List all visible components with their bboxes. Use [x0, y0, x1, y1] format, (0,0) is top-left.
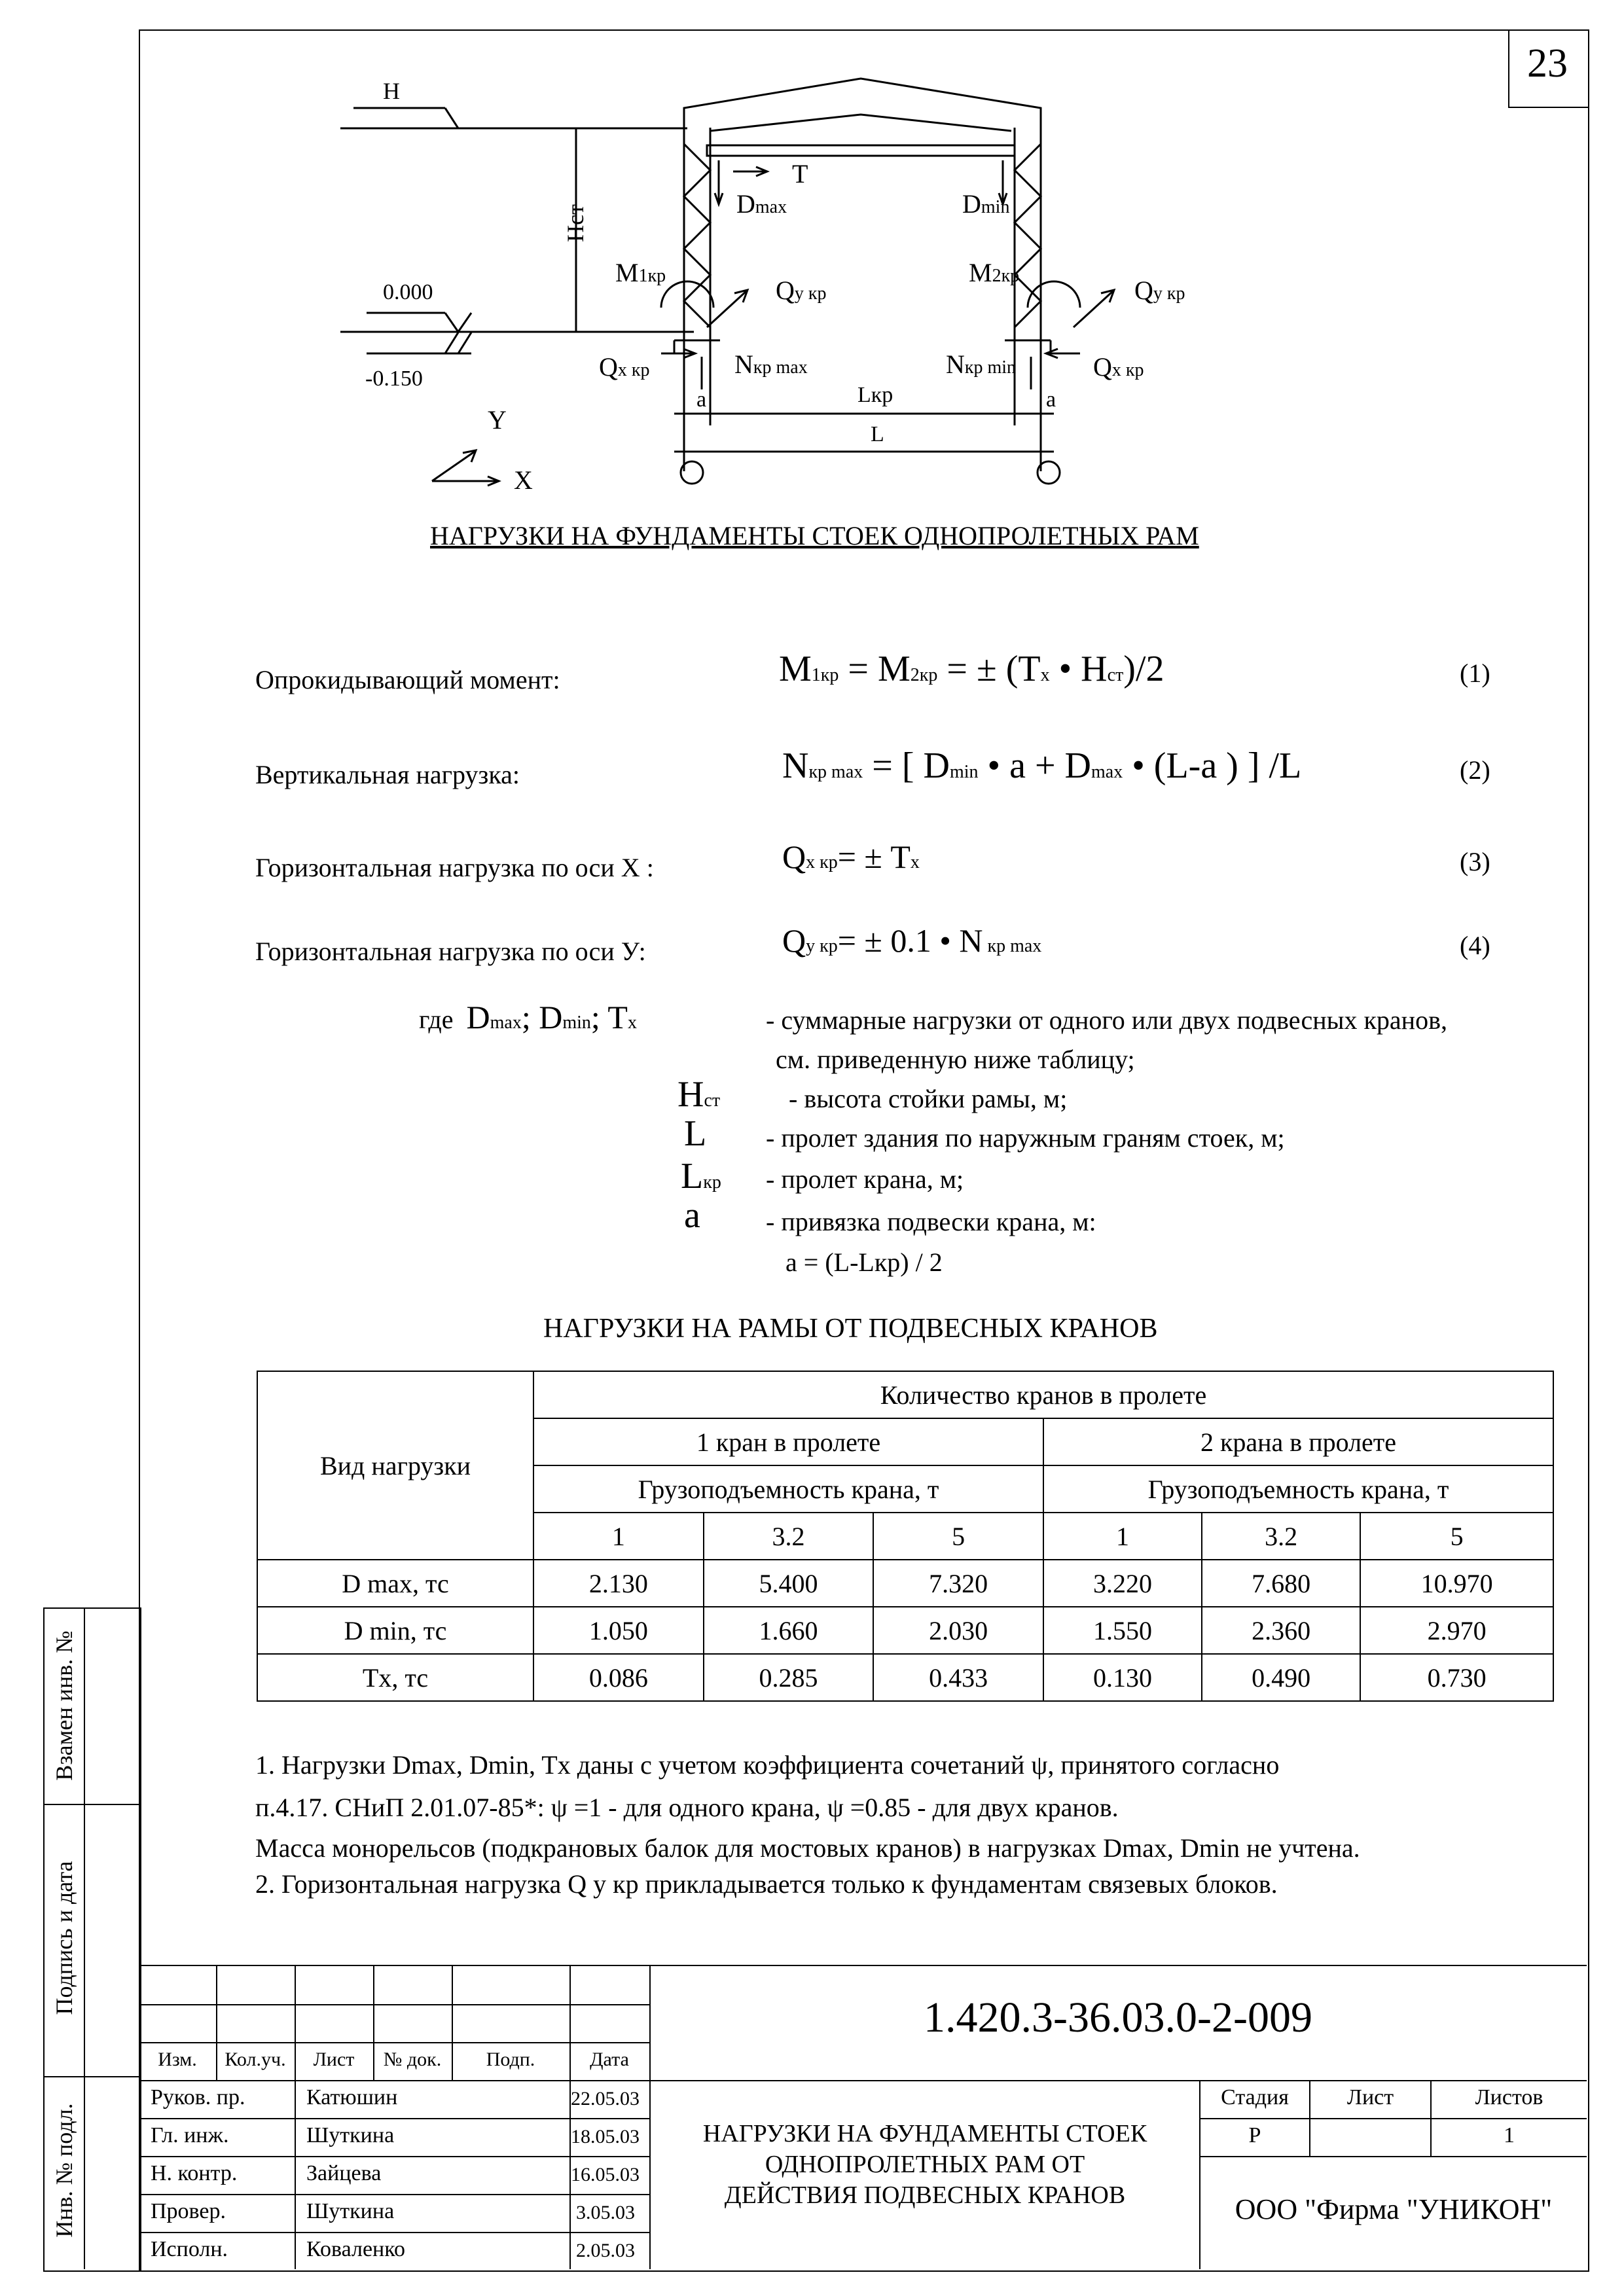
stamp-name: Шуткина — [306, 2199, 395, 2223]
table-row — [257, 1654, 1553, 1701]
table-row — [257, 1560, 1553, 1607]
legend-desc-4: - пролет крана, м; — [766, 1164, 964, 1194]
label-M2: M2кр — [969, 258, 1020, 287]
drawing-code: 1.420.3-36.03.0-2-009 — [924, 1994, 1312, 2041]
formula-4-number: (4) — [1460, 931, 1490, 960]
table-cap-cell: 3.2 — [1202, 1513, 1360, 1560]
label-Dmax: Dmax — [736, 189, 787, 219]
legend-desc-1: - суммарные нагрузки от одного или двух подвесных кранов, — [766, 1005, 1447, 1035]
table-cell: 5.400 — [704, 1560, 874, 1607]
stamp-sheets-value: 1 — [1504, 2123, 1515, 2147]
formula-3: Qx кр= ± Tx — [782, 838, 920, 875]
label-level-minus: -0.150 — [365, 367, 423, 391]
legend-desc-5b: a = (L-Lкр) / 2 — [785, 1247, 943, 1277]
axis-x-label: X — [514, 465, 533, 495]
table-head-two-cranes: 2 крана в пролете — [1043, 1418, 1553, 1465]
stamp-stage-label: Стадия — [1221, 2085, 1289, 2109]
stamp-date: 3.05.03 — [576, 2202, 635, 2223]
legend-desc-2: - высота стойки рамы, м; — [789, 1084, 1068, 1113]
table-cap-cell: 1 — [533, 1513, 704, 1560]
label-H: H — [383, 78, 400, 104]
table-cell: 0.086 — [533, 1654, 704, 1701]
formula-3-label: Горизонтальная нагрузка по оси X : — [255, 853, 654, 882]
stamp-col-header: Кол.уч. — [225, 2049, 286, 2070]
main-title: НАГРУЗКИ НА ФУНДАМЕНТЫ СТОЕК ОДНОПРОЛЕТНЫХ РАМ — [430, 521, 1199, 550]
label-level-zero: 0.000 — [383, 280, 433, 304]
note-line: 2. Горизонтальная нагрузка Q у кр прикладывается только к фундаментам связевых блоков. — [255, 1869, 1278, 1899]
label-L: L — [871, 422, 884, 446]
side-strip-inner-line — [84, 1607, 85, 2269]
formula-1: M1кр = M2кр = ± (Tx • Hст)/2 — [779, 649, 1164, 689]
table-head-type: Вид нагрузки — [257, 1371, 533, 1560]
label-Qy-right: Qу кр — [1134, 276, 1185, 305]
stamp-date: 2.05.03 — [576, 2240, 635, 2261]
stamp-name: Зайцева — [306, 2161, 382, 2185]
table-cell: 10.970 — [1360, 1560, 1553, 1607]
stamp-name: Катюшин — [306, 2085, 398, 2109]
table-cell: 0.285 — [704, 1654, 874, 1701]
formula-2: Nкр max = [ Dmin • a + Dmax • (L-a ) ] /L — [782, 745, 1302, 786]
note-line: Масса монорельсов (подкрановых балок для мостовых кранов) в нагрузках Dmax, Dmin не учтена. — [255, 1833, 1360, 1863]
formula-2-number: (2) — [1460, 755, 1490, 785]
label-Nmin: Nкр min — [946, 350, 1017, 379]
legend-symbol-3: L — [684, 1113, 707, 1154]
label-Lkp: Lкр — [857, 383, 893, 407]
table-row-name: D max, тс — [257, 1560, 533, 1607]
table-cell: 0.433 — [873, 1654, 1043, 1701]
label-Qx-right: Qx кр — [1093, 352, 1144, 382]
legend-symbol-2: Hст — [677, 1074, 721, 1115]
table-cap-cell: 3.2 — [704, 1513, 874, 1560]
side-strip-divider — [43, 2076, 139, 2077]
table-title: НАГРУЗКИ НА РАМЫ ОТ ПОДВЕСНЫХ КРАНОВ — [543, 1314, 1158, 1344]
stamp-sheet-label: Лист — [1346, 2085, 1394, 2109]
stamp-col-header: Дата — [590, 2049, 629, 2070]
table-head-capacity: Грузоподъемность крана, т — [1043, 1465, 1553, 1513]
stamp-sheets-label: Листов — [1475, 2085, 1543, 2109]
table-cell: 0.730 — [1360, 1654, 1553, 1701]
stamp-date: 18.05.03 — [571, 2126, 640, 2147]
formula-4: Qу кр= ± 0.1 • N кр max — [782, 922, 1042, 959]
table-cell: 2.030 — [873, 1607, 1043, 1654]
note-line: 1. Нагрузки Dmax, Dmin, Tx даны с учетом коэффициента сочетаний ψ, принятого согласно — [255, 1750, 1280, 1780]
table-cap-cell: 5 — [1360, 1513, 1553, 1560]
label-a-right: a — [1046, 387, 1056, 412]
formula-4-label: Горизонтальная нагрузка по оси У: — [255, 937, 646, 966]
formula-1-label: Опрокидывающий момент: — [255, 665, 560, 694]
table-row-name: D min, тс — [257, 1607, 533, 1654]
label-a-left: a — [696, 387, 707, 412]
table-cell: 0.130 — [1043, 1654, 1202, 1701]
legend-symbol-4: Lкр — [681, 1156, 721, 1196]
stamp-role: Н. контр. — [151, 2161, 238, 2185]
legend-symbol-5: a — [684, 1195, 700, 1236]
table-cell: 0.490 — [1202, 1654, 1360, 1701]
formula-3-number: (3) — [1460, 847, 1490, 876]
stamp-col-header: Изм. — [158, 2049, 197, 2070]
label-Qx-left: Qx кр — [599, 352, 650, 382]
table-row — [257, 1607, 1553, 1654]
note-line: п.4.17. СНиП 2.01.07-85*: ψ =1 - для одного крана, ψ =0.85 - для двух кранов. — [255, 1793, 1119, 1822]
stamp-date: 16.05.03 — [571, 2164, 640, 2185]
table-cell: 1.050 — [533, 1607, 704, 1654]
stamp-title-line: НАГРУЗКИ НА ФУНДАМЕНТЫ СТОЕК — [702, 2120, 1147, 2147]
table-head-capacity: Грузоподъемность крана, т — [533, 1465, 1043, 1513]
stamp-stage-value: Р — [1248, 2123, 1261, 2147]
table-cell: 2.360 — [1202, 1607, 1360, 1654]
legend-desc-1b: см. приведенную ниже таблицу; — [776, 1045, 1135, 1074]
label-Dmin: Dmin — [962, 189, 1010, 219]
stamp-name: Шуткина — [306, 2123, 395, 2147]
stamp-col-header: Лист — [313, 2049, 355, 2070]
table-cell: 1.660 — [704, 1607, 874, 1654]
stamp-role: Гл. инж. — [151, 2123, 229, 2147]
stamp-company: ООО "Фирма "УНИКОН" — [1235, 2193, 1553, 2225]
table-cell: 7.680 — [1202, 1560, 1360, 1607]
stamp-role: Исполн. — [151, 2237, 228, 2261]
table-head-count: Количество кранов в пролете — [533, 1371, 1553, 1418]
formula-2-label: Вертикальная нагрузка: — [255, 760, 520, 789]
stamp-date: 22.05.03 — [571, 2088, 640, 2109]
side-label-signature: Подпись и дата — [51, 1861, 77, 2015]
stamp-col-header: № док. — [383, 2049, 442, 2070]
table-cap-cell: 5 — [873, 1513, 1043, 1560]
table-head-one-crane: 1 кран в пролете — [533, 1418, 1043, 1465]
loads-table — [257, 1371, 1554, 1702]
table-cap-cell: 1 — [1043, 1513, 1202, 1560]
label-Nmax: Nкр max — [734, 350, 808, 379]
table-cell: 1.550 — [1043, 1607, 1202, 1654]
side-strip-divider — [43, 1804, 139, 1805]
stamp-role: Провер. — [151, 2199, 226, 2223]
table-row-name: Tx, тс — [257, 1654, 533, 1701]
stamp-col-header: Подп. — [486, 2049, 535, 2070]
legend-symbols-1: где Dmax; Dmin; Tx — [419, 999, 637, 1035]
table-cell: 7.320 — [873, 1560, 1043, 1607]
formula-1-number: (1) — [1460, 658, 1490, 688]
sheet-number: 23 — [1527, 41, 1568, 86]
side-label-replaced: Взамен инв. № — [51, 1630, 77, 1781]
stamp-title-line: ОДНОПРОЛЕТНЫХ РАМ ОТ — [765, 2151, 1085, 2178]
side-label-inventory: Инв. № подл. — [51, 2103, 77, 2238]
legend-desc-3: - пролет здания по наружным граням стоек, м; — [766, 1123, 1285, 1153]
table-cell: 2.970 — [1360, 1607, 1553, 1654]
table-cell: 2.130 — [533, 1560, 704, 1607]
label-Qy-left: Qу кр — [776, 276, 827, 305]
legend-desc-5: - привязка подвески крана, м: — [766, 1207, 1096, 1236]
stamp-name: Коваленко — [306, 2237, 406, 2261]
stamp-title-line: ДЕЙСТВИЯ ПОДВЕСНЫХ КРАНОВ — [724, 2181, 1126, 2209]
table-cell: 3.220 — [1043, 1560, 1202, 1607]
label-T: T — [792, 159, 808, 188]
stamp-role: Руков. пр. — [151, 2085, 245, 2109]
label-Hst: Hст — [562, 204, 588, 242]
axis-y-label: Y — [488, 405, 507, 435]
label-M1: M1кр — [615, 258, 666, 287]
